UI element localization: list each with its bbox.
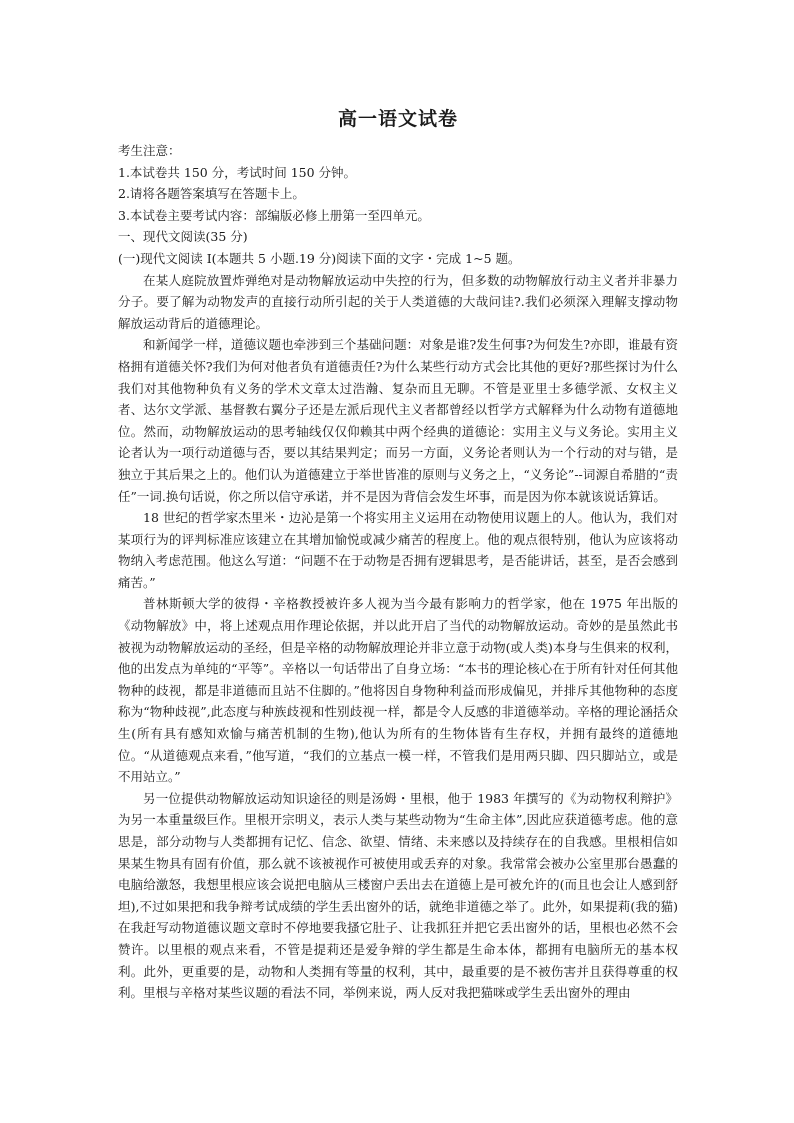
notice-heading: 考生注意： (118, 143, 181, 158)
notice-item: 2.请将各题答案填写在答题卡上。 (118, 186, 305, 202)
passage-paragraph: 另一位提供动物解放运动知识途径的则是汤姆・里根，他于 1983 年撰写的《为动物权利辩护》为另一本重量级巨作。里根开宗明义，表示人类与某些动物为“生命主体”,因此应获道德考虑。他的意思是，部分动物与人类都拥有记忆、信念、欲望、情绪、未来感以及持续存在的自我感。里根相信如果某生物具有固有价值，那么就不该被视作可被使用或丢弃的对象。我常常会被办公室里那台愚蠢的电脑给激怒，我想里根应该会说把电脑从三楼窗户丢出去在道德上是可被允许的(而且也会让人感到舒坦),不过如果把和我争辩考试成绩的学生丢出窗外的话，就绝非道德之举了。此外，如果提莉(我的猫)在我赶写动物道德议题文章时不停地要我搔它肚子、让我抓狂并把它丢出窗外的话，里根也必然不会赞许。以里根的观点来看，不管是提莉还是爱争辩的学生都是生命本体，都拥有电脑所无的基本权利。此外，更重要的是，动物和人类拥有等量的权利，其中，最重要的是不被伤害并且获得尊重的权利。里根与辛格对某些议题的看法不同，举例来说，两人反对我把猫咪或学生丢出窗外的理由 (118, 790, 678, 1001)
page-title: 高一语文试卷 (337, 108, 458, 130)
passage-paragraph: 18 世纪的哲学家杰里米・边沁是第一个将实用主义运用在动物使用议题上的人。他认为，我们对某项行为的评判标准应该建立在其增加愉悦或减少痛苦的程度上。他的观点很特别，他认为应该将动物纳入考虑范围。他这么写道：“问题不在于动物是否拥有逻辑思考，是否能讲话，甚至，是否会感到痛苦。” (118, 510, 678, 590)
notice-item: 1.本试卷共 150 分，考试时间 150 分钟。 (118, 164, 357, 180)
sub-heading: (一)现代文阅读 I(本题共 5 小题.19 分)阅读下面的文字・完成 1~5 题。 (118, 250, 521, 266)
notice-item: 3.本试卷主要考试内容：部编版必修上册第一至四单元。 (118, 207, 430, 223)
passage-paragraph: 普林斯顿大学的彼得・辛格教授被许多人视为当今最有影响力的哲学家，他在 1975 年出版的《动物解放》中，将上述观点用作理论依据，并以此开启了当代的动物解放运动。奇妙的是虽然此书被视为动物解放运动的圣经，但是辛格的动物解放理论并非立意于动物(或人类)本身与生俱来的权利，他的出发点为单纯的“平等”。辛格以一句话带出了自身立场：“本书的理论核心在于所有针对任何其他物种的歧视，都是非道德而且站不住脚的。”他将因自身物种利益而形成偏见，并排斥其他物种的态度称为“物种歧视”,此态度与种族歧视和性别歧视一样，都是令人反感的非道德举动。辛格的理论涵括众生(所有具有感知欢愉与痛苦机制的生物),他认为所有的生物体皆有生存权，并拥有最终的道德地位。“从道德观点来看，”他写道，“我们的立基点一模一样，不管我们是用两只脚、四只脚站立，或是不用站立。” (118, 596, 678, 785)
passage-paragraph: 在某人庭院放置炸弹绝对是动物解放运动中失控的行为，但多数的动物解放行动主义者并非暴力分子。要了解为动物发声的直接行动所引起的关于人类道德的大哉问诖?.我们必须深入理解支撑动物解放运动背后的道德理论。 (118, 272, 678, 331)
passage-paragraph: 和新闻学一样，道德议题也牵涉到三个基础问题：对象是谁?发生何事?为何发生?亦即，谁最有资格拥有道德关怀?我们为何对他者负有道德责任?为什么某些行动方式会比其他的更好?那些探讨为什么我们对其他物种负有义务的学术文章太过浩瀚、复杂而且无聊。不管是亚里士多德学派、女权主义者、达尔文学派、基督教右翼分子还是左派后现代主义者都曾经以哲学方式解释为什么动物有道德地位。然而，动物解放运动的思考轴线仅仅仰赖其中两个经典的道德论：实用主义与义务论。实用主义论者认为一项行动道德与否，要以其结果判定；而另一方面，义务论者则认为一个行动的对与错，是独立于其后果之上的。他们认为道德建立于举世皆准的原则与义务之上，“义务论”--词源自希腊的“责任”一词.换句话说，你之所以信守承诺，并不是因为背信会发生坏事，而是因为你本就该说话算话。 (118, 337, 678, 504)
section-heading: 一、现代文阅读(35 分) (118, 229, 248, 245)
exam-page (118, 106, 678, 1004)
